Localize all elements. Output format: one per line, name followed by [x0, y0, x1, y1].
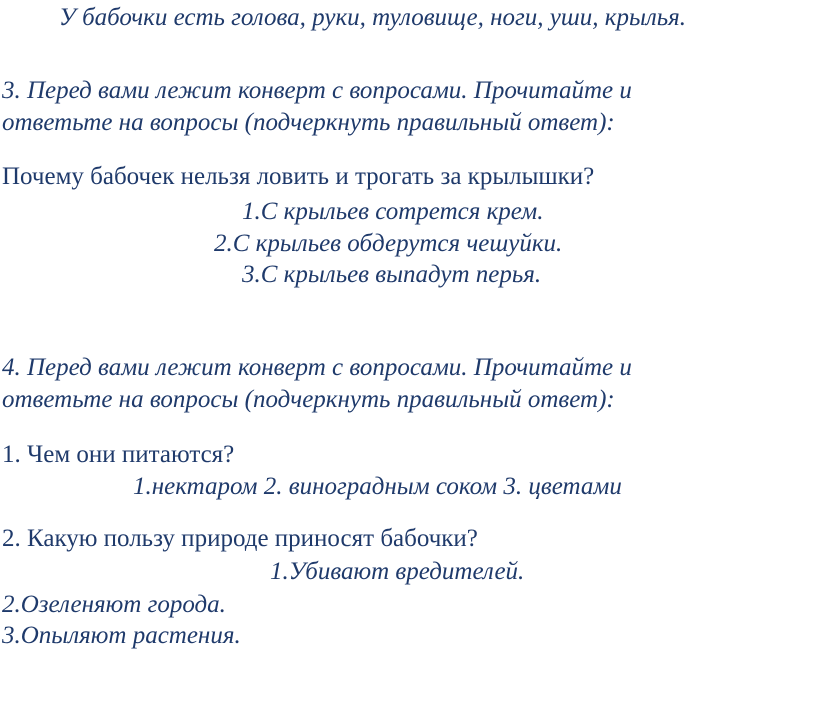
task4-question-2-option-1: 1.Убивают вредителей. — [270, 558, 525, 585]
task3-option-3: 3.С крыльев выпадут перья. — [242, 261, 542, 288]
task3-option-1: 1.С крыльев сотрется крем. — [242, 198, 544, 225]
task4-question-2: 2. Какую пользу природе приносят бабочки? — [2, 525, 478, 552]
task4-question-1-options: 1.нектаром 2. виноградным соком 3. цветами — [133, 473, 622, 500]
task3-option-2: 2.С крыльев обдерутся чешуйки. — [214, 230, 563, 257]
task3-heading-line2: ответьте на вопросы (подчеркнуть правильный ответ): — [2, 109, 615, 136]
intro-line: У бабочки есть голова, руки, туловище, ноги, уши, крылья. — [59, 4, 687, 31]
task3-heading-line1: 3. Перед вами лежит конверт с вопросами. Прочитайте и — [2, 77, 632, 104]
task3-question: Почему бабочек нельзя ловить и трогать за крылышки? — [2, 163, 595, 190]
task4-heading-line2: ответьте на вопросы (подчеркнуть правильный ответ): — [2, 386, 615, 413]
task4-heading-line1: 4. Перед вами лежит конверт с вопросами. Прочитайте и — [2, 354, 632, 381]
task4-question-1: 1. Чем они питаются? — [2, 441, 235, 468]
task4-question-2-option-3: 3.Опыляют растения. — [2, 622, 241, 649]
task4-question-2-option-2: 2.Озеленяют города. — [2, 591, 226, 618]
